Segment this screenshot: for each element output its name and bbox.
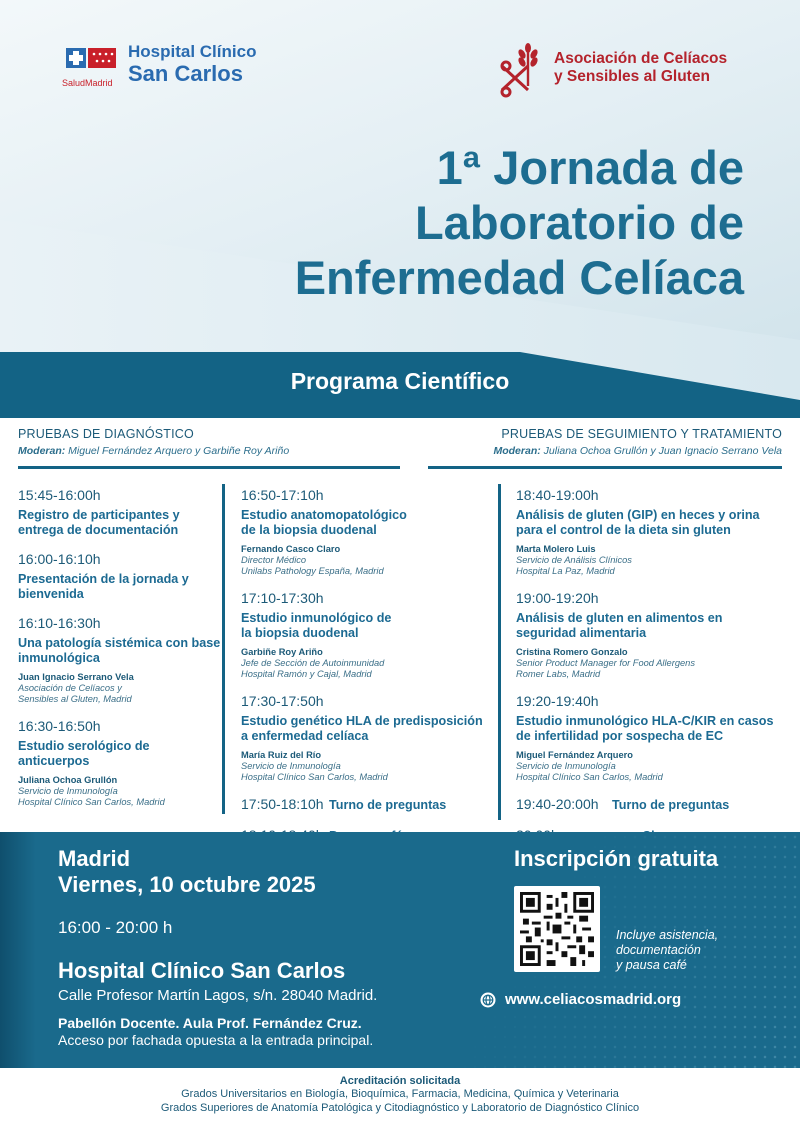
event-city: Madrid: [58, 846, 131, 871]
item-title: Análisis de gluten (GIP) en heces y orina para el control de la dieta sin gluten: [516, 508, 760, 537]
wheat-scissors-logo-icon: [498, 40, 544, 98]
program-item: [241, 590, 491, 680]
event-hours: 16:00 - 20:00 h: [58, 918, 173, 937]
program-item: [241, 487, 491, 577]
salud-madrid-label: SaludMadrid: [62, 78, 113, 88]
program-short-item: [241, 796, 491, 814]
event-location-date: [58, 846, 316, 898]
qr-code[interactable]: [514, 886, 600, 972]
item-title: Registro de participantes y entrega de documentación: [18, 508, 180, 537]
program-column-3: [516, 487, 786, 858]
accreditation-heading: Acreditación solicitada: [339, 1075, 461, 1087]
item-title: Estudio anatomopatológico de la biopsia duodenal: [241, 508, 407, 537]
item-time: 17:50-18:10h: [241, 796, 324, 812]
event-title-line3: Enfermedad Celíaca: [294, 251, 744, 304]
item-time: 16:10-16:30h: [18, 615, 101, 631]
item-time: 16:00-16:10h: [18, 551, 101, 567]
hospital-name-line1: Hospital Clínico: [128, 42, 257, 61]
event-access: Acceso por fachada opuesta a la entrada principal.: [58, 1032, 374, 1048]
item-time: 15:45-16:00h: [18, 487, 101, 503]
item-affiliation: Servicio de Análisis Clínicos Hospital La Paz, Madrid: [516, 555, 632, 576]
registration-includes: [616, 928, 718, 973]
item-title: Análisis de gluten en alimentos en seguridad alimentaria: [516, 611, 723, 640]
item-affiliation: Asociación de Celíacos y Sensibles al Gluten, Madrid: [18, 683, 132, 704]
moderators-left: [18, 445, 289, 457]
item-title: Estudio genético HLA de predisposición a enfermedad celíaca: [241, 714, 483, 743]
item-title: Estudio serológico de anticuerpos: [18, 739, 150, 768]
item-time: 19:40-20:00h: [516, 796, 599, 812]
event-date: Viernes, 10 octubre 2025: [58, 872, 316, 897]
item-time: 17:30-17:50h: [241, 693, 324, 709]
item-speaker: Cristina Romero Gonzalo: [516, 647, 628, 657]
moderators-names: Juliana Ochoa Grullón y Juan Ignacio Serrano Vela: [543, 445, 782, 457]
program-item: [18, 551, 223, 602]
program-item: [18, 615, 223, 705]
item-affiliation: Servicio de Inmunología Hospital Clínico San Carlos, Madrid: [241, 761, 388, 782]
includes-line3: y pausa café: [616, 958, 687, 972]
item-time: 18:40-19:00h: [516, 487, 599, 503]
event-title: [295, 140, 744, 305]
event-pavilion: Pabellón Docente. Aula Prof. Fernández Cruz.: [58, 1015, 362, 1031]
program-item: [516, 693, 786, 783]
qr-code-icon: [520, 892, 594, 966]
item-label: Turno de preguntas: [612, 798, 730, 812]
accreditation-line1: Grados Universitarios en Biología, Bioquímica, Farmacia, Medicina, Química y Veterinaria: [181, 1088, 619, 1100]
footer-shade: [0, 832, 36, 1068]
website-link[interactable]: www.celiacosmadrid.org: [505, 991, 682, 1008]
item-affiliation: Senior Product Manager for Food Allergens Romer Labs, Madrid: [516, 658, 695, 679]
item-affiliation: Servicio de Inmunología Hospital Clínico San Carlos, Madrid: [18, 786, 165, 807]
section-heading-seguimiento: PRUEBAS DE SEGUIMIENTO Y TRATAMIENTO: [501, 427, 782, 441]
event-title-line1: 1ª Jornada de: [436, 141, 744, 194]
includes-line1: Incluye asistencia,: [616, 928, 719, 942]
item-title: Presentación de la jornada y bienvenida: [18, 572, 189, 601]
item-speaker: Garbiñe Roy Ariño: [241, 647, 323, 657]
item-speaker: María Ruiz del Río: [241, 750, 322, 760]
moderators-right: [493, 445, 782, 457]
association-name-line1: Asociación de Celíacos: [554, 50, 728, 67]
includes-line2: documentación: [616, 943, 701, 957]
item-time: 19:00-19:20h: [516, 590, 599, 606]
item-time: 16:30-16:50h: [18, 718, 101, 734]
globe-icon: [480, 992, 496, 1008]
item-time: 19:20-19:40h: [516, 693, 599, 709]
column-divider-2: [498, 484, 501, 820]
program-item: [18, 487, 223, 538]
item-affiliation: Director Médico Unilabs Pathology España, Madrid: [241, 555, 384, 576]
accreditation-line2: Grados Superiores de Anatomía Patológica y Citodiagnóstico y Laboratorio de Diagnóstico Clínico: [160, 1101, 640, 1114]
event-title-line2: Laboratorio de: [414, 196, 744, 249]
accreditation: [0, 1074, 800, 1115]
program-banner-title: Programa Científico: [290, 368, 510, 394]
item-time: 16:50-17:10h: [241, 487, 324, 503]
divider-left: [18, 466, 400, 469]
registration-heading: Inscripción gratuita: [514, 846, 719, 871]
moderators-label: Moderan:: [493, 445, 541, 457]
program-item: [241, 693, 491, 783]
hospital-name-line2: San Carlos: [128, 61, 243, 86]
program-item: [18, 718, 223, 808]
event-address: Calle Profesor Martín Lagos, s/n. 28040 Madrid.: [58, 987, 378, 1004]
program-short-item: [516, 796, 786, 814]
item-time: 17:10-17:30h: [241, 590, 324, 606]
association-name-line2: y Sensibles al Gluten: [554, 68, 710, 85]
item-title: Estudio inmunológico de la biopsia duodenal: [241, 611, 392, 640]
event-venue: Hospital Clínico San Carlos: [58, 958, 346, 983]
item-label: Turno de preguntas: [329, 798, 447, 812]
divider-right: [428, 466, 782, 469]
program-item: [516, 487, 786, 577]
item-title: Estudio inmunológico HLA-C/KIR en casos de infertilidad por sospecha de EC: [516, 714, 774, 743]
association-name: [554, 50, 727, 86]
item-affiliation: Servicio de Inmunología Hospital Clínico San Carlos, Madrid: [516, 761, 663, 782]
hospital-name: [128, 42, 256, 86]
program-column-1: [18, 487, 223, 821]
section-heading-diagnostico: PRUEBAS DE DIAGNÓSTICO: [18, 427, 194, 441]
moderators-names: Miguel Fernández Arquero y Garbiñe Roy Ariño: [68, 445, 290, 457]
item-speaker: Juliana Ochoa Grullón: [18, 775, 118, 785]
item-affiliation: Jefe de Sección de Autoinmunidad Hospital Ramón y Cajal, Madrid: [241, 658, 385, 679]
program-item: [516, 590, 786, 680]
item-title: Una patología sistémica con base inmunológica: [18, 636, 221, 665]
item-speaker: Marta Molero Luis: [516, 544, 596, 554]
item-speaker: Juan Ignacio Serrano Vela: [18, 672, 134, 682]
item-speaker: Fernando Casco Claro: [241, 544, 341, 554]
moderators-label: Moderan:: [18, 445, 66, 457]
program-column-2: [241, 487, 491, 858]
item-speaker: Miguel Fernández Arquero: [516, 750, 633, 760]
